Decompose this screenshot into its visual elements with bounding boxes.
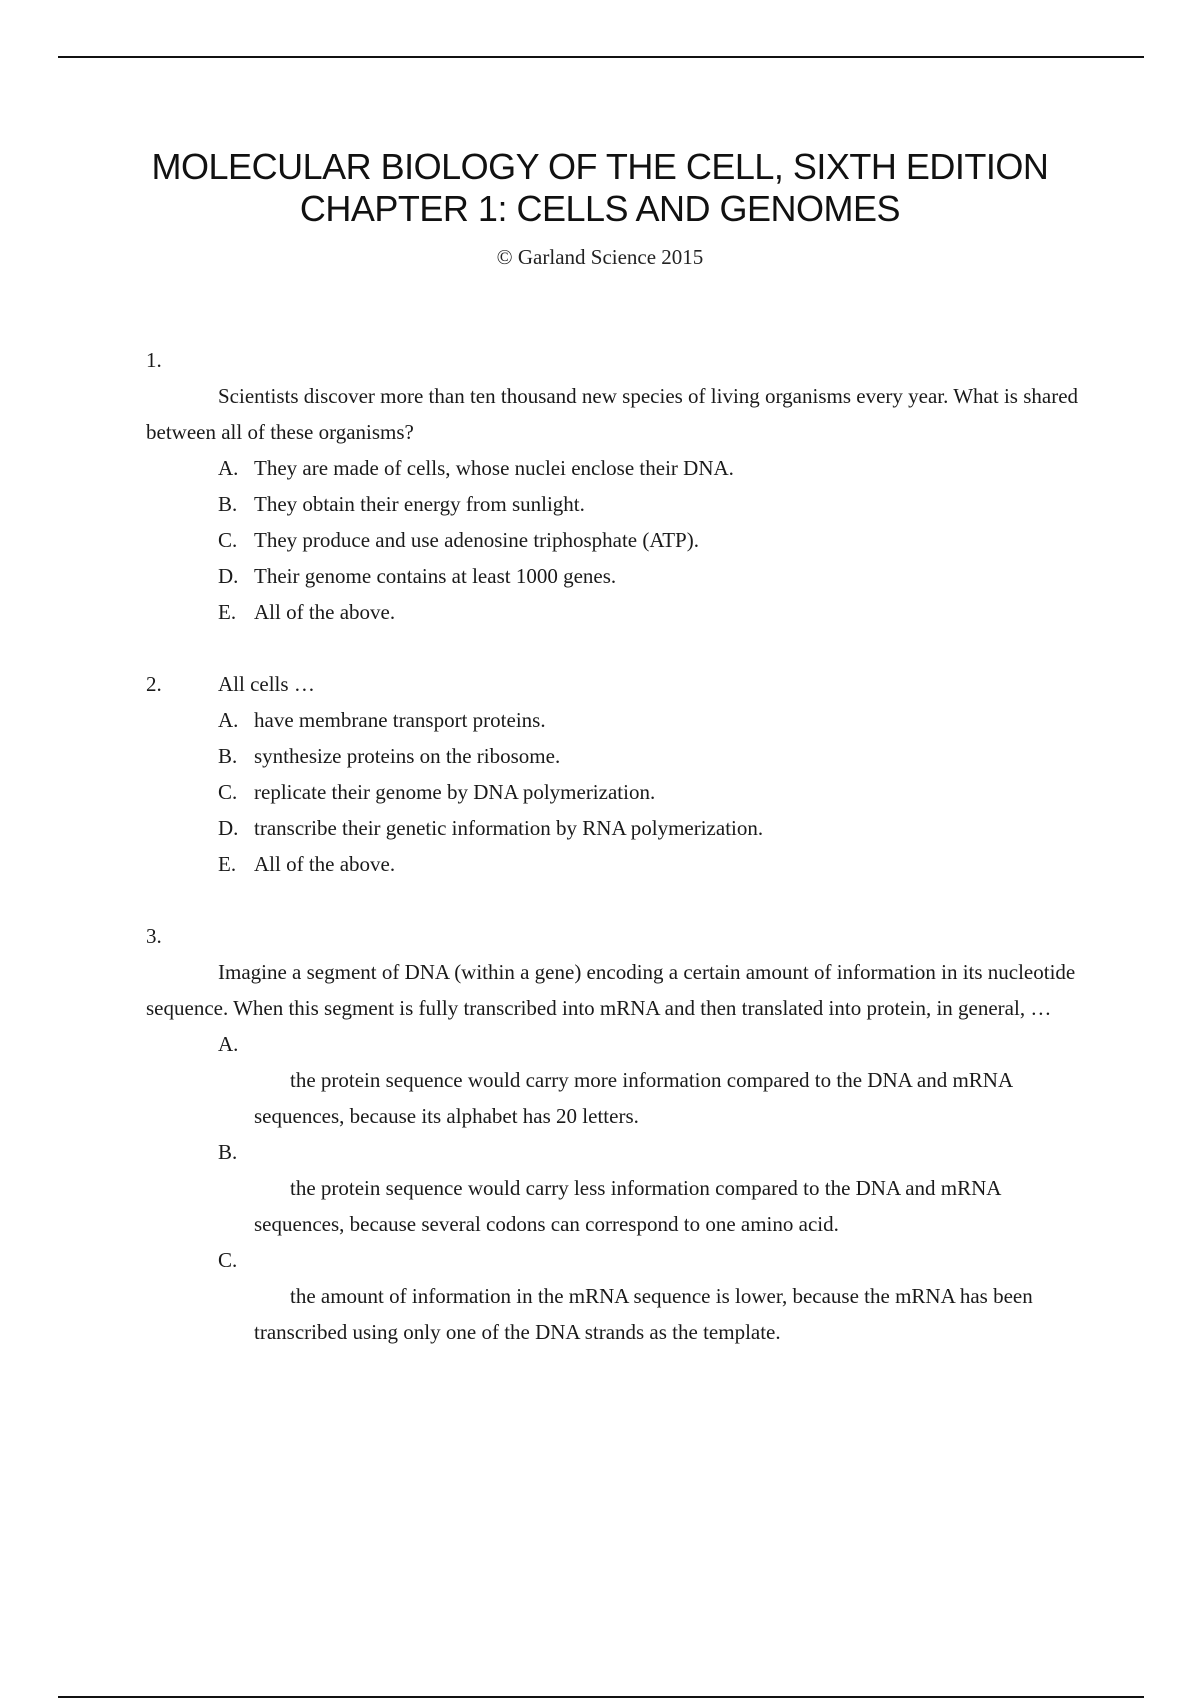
option-letter: A. bbox=[218, 708, 239, 732]
answer-option-a bbox=[218, 450, 1086, 486]
option-text: Their genome contains at least 1000 genes. bbox=[254, 564, 617, 588]
option-text: synthesize proteins on the ribosome. bbox=[254, 744, 561, 768]
option-letter: E. bbox=[218, 600, 237, 624]
option-text: They produce and use adenosine triphosphate (ATP). bbox=[254, 528, 699, 552]
option-letter: C. bbox=[218, 1248, 238, 1272]
option-text: replicate their genome by DNA polymerization. bbox=[254, 780, 656, 804]
option-letter: A. bbox=[218, 1032, 239, 1056]
answer-option-b bbox=[218, 486, 1086, 522]
answer-option-c bbox=[218, 774, 1086, 810]
option-letter: B. bbox=[218, 492, 238, 516]
option-letter: E. bbox=[218, 852, 237, 876]
answer-options bbox=[146, 702, 1086, 882]
option-text: have membrane transport proteins. bbox=[254, 708, 546, 732]
question-stem: All cells … bbox=[218, 672, 315, 696]
question-3 bbox=[146, 918, 1086, 1350]
option-letter: A. bbox=[218, 456, 239, 480]
question-number: 1. bbox=[146, 348, 162, 372]
answer-options bbox=[146, 450, 1086, 630]
option-text: the protein sequence would carry less information compared to the DNA and mRNA sequences, because several codons can correspond to one amino acid. bbox=[254, 1176, 1001, 1236]
question-stem: Scientists discover more than ten thousand new species of living organisms every year. What is shared between all of these organisms? bbox=[146, 384, 1079, 444]
top-rule bbox=[58, 56, 1144, 58]
option-letter: C. bbox=[218, 780, 238, 804]
answer-option-c bbox=[218, 522, 1086, 558]
question-2 bbox=[146, 666, 1086, 882]
answer-option-e bbox=[218, 594, 1086, 630]
chapter-title: CHAPTER 1: CELLS AND GENOMES bbox=[299, 188, 901, 229]
book-title: MOLECULAR BIOLOGY OF THE CELL, SIXTH EDITION bbox=[151, 146, 1049, 187]
question-1 bbox=[146, 342, 1086, 630]
answer-option-d bbox=[218, 558, 1086, 594]
question-number: 2. bbox=[146, 672, 162, 696]
option-text: the protein sequence would carry more information compared to the DNA and mRNA sequences, because its alphabet has 20 letters. bbox=[254, 1068, 1012, 1128]
option-letter: B. bbox=[218, 744, 238, 768]
copyright-notice: © Garland Science 2015 bbox=[496, 245, 704, 269]
answer-option-b bbox=[218, 738, 1086, 774]
option-letter: D. bbox=[218, 564, 239, 588]
bottom-rule bbox=[58, 1696, 1144, 1698]
option-text: They obtain their energy from sunlight. bbox=[254, 492, 585, 516]
question-list bbox=[146, 342, 1086, 1386]
answer-option-c bbox=[218, 1242, 1086, 1350]
question-number: 3. bbox=[146, 924, 162, 948]
option-text: the amount of information in the mRNA sequence is lower, because the mRNA has been transcribed using only one of the DNA strands as the template. bbox=[254, 1284, 1033, 1344]
answer-options bbox=[146, 1026, 1086, 1350]
document-header bbox=[0, 146, 1200, 270]
answer-option-e bbox=[218, 846, 1086, 882]
option-letter: B. bbox=[218, 1140, 238, 1164]
option-text: They are made of cells, whose nuclei enclose their DNA. bbox=[254, 456, 734, 480]
option-text: All of the above. bbox=[254, 600, 396, 624]
answer-option-b bbox=[218, 1134, 1086, 1242]
option-text: All of the above. bbox=[254, 852, 396, 876]
option-letter: D. bbox=[218, 816, 239, 840]
option-letter: C. bbox=[218, 528, 238, 552]
answer-option-a bbox=[218, 1026, 1086, 1134]
answer-option-d bbox=[218, 810, 1086, 846]
answer-option-a bbox=[218, 702, 1086, 738]
option-text: transcribe their genetic information by RNA polymerization. bbox=[254, 816, 764, 840]
question-stem: Imagine a segment of DNA (within a gene) encoding a certain amount of information in its nucleotide sequence. When this segment is fully transcribed into mRNA and then translated into protein, in general, … bbox=[146, 960, 1076, 1020]
